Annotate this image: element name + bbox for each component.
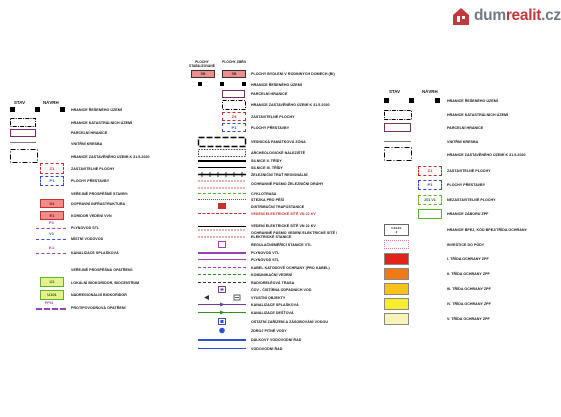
mid-item-3: HRANICE ZASTAVĚNÉHO ÚZEMÍ K 31.5.2020 [251,103,330,107]
right-bpej-symbol [384,224,409,236]
right-inner-line-symbol [384,141,411,142]
mid-item-31: VODOVODNÍ ŘAD [251,347,283,351]
mid-parcel-symbol [222,90,245,98]
right-item-9: HRANICE BPEJ, KÓD BPEJ/TŘÍDA OCHRANY [447,228,527,232]
mid-trafo-symbol [217,202,227,210]
mid-col1-header: PLOCHY STABILIZOVANÉ [189,60,215,68]
mid-cycle-symbol [198,193,246,194]
right-p1-symbol: P1 [418,180,442,190]
mid-item-30: DÁLKOVÝ VODOVODNÍ ŘAD [251,338,302,342]
left-item-4: HRANICE ZASTAVĚNÉHO ÚZEMÍ K 31.5.2020 [71,155,150,159]
mid-rail-buffer-symbol [198,180,246,189]
mid-power-buffer-symbol [198,229,246,238]
mid-item-27: KANALIZACE DEŠŤOVÁ [251,311,294,315]
right-item-8: HRANICE ZÁBORU ZPF [447,212,489,216]
mid-water-source-symbol [218,327,226,334]
left-item-5: ZASTAVITELNÉ PLOCHY [71,167,115,171]
right-item-7: NEZASTAVITELNÉ PLOCHY [447,198,496,202]
right-non-build-symbol [418,195,442,205]
left-item-9: KORIDOR VEDENÍ VVN [71,214,112,218]
mid-item-17: OCHRANNÉ PÁSMO VEDENÍ ELEKTRICKÉ SÍTĚ / ELEKTRICKÉ STANICE [251,231,338,240]
mid-gas-vtl-symbol [198,252,246,254]
right-item-11: I. TŘÍDA OCHRANY ZPF [447,257,489,261]
mid-item-21: KABEL KATODOVÉ OCHRANY (PRO KABEL) [251,266,330,270]
left-col-stav: STAV [14,100,26,105]
right-item-4: HRANICE ZASTAVĚNÉHO ÚZEMÍ K 31.5.2020 [447,153,526,157]
left-e1-symbol: E1 [40,211,64,220]
right-item-15: V. TŘÍDA OCHRANY ZPF [447,317,490,321]
mid-item-14: DISTRIBUČNÍ TRAFOSTANICE [251,205,305,209]
left-item-14: LOKÁLNÍ BIOKORIDOR, BIOCENTRUM [71,281,140,285]
right-item-3: VNITŘNÍ KRESBA [447,140,479,144]
mid-built-area-symbol [222,100,246,110]
mid-item-18: REGULAČNÍ/MĚŘÍCÍ STANICE VTL [251,243,312,247]
mid-long-water-symbol [198,339,246,341]
mid-footpath-symbol [198,199,246,200]
left-item-0: HRANICE ŘEŠENÉHO ÚZEMÍ [71,108,122,112]
mid-gas-station-symbol [218,241,226,248]
right-item-14: IV. TŘÍDA OCHRANY ZPF [447,302,491,306]
left-p1-symbol: P1 [40,176,64,186]
mid-railway-symbol [198,172,246,177]
right-v1-code: V1 [431,198,436,202]
mid-item-12: CYKLOTRASA [251,192,277,196]
right-class3-swatch [384,283,409,295]
logo-part-cz: .cz [541,7,561,24]
left-item-11: MÍSTNÍ VODOVOD [71,237,104,241]
right-z01-code: Z01 [424,198,431,202]
mid-power-symbol [198,226,246,227]
right-bpej-class: 2 [395,230,398,234]
left-pp01-code: PP01 [45,301,54,305]
mid-item-24: ČOV - ČISTÍRNA ODPADNÍCH VOD [251,288,312,292]
left-item-3: VNITŘNÍ KRESBA [71,142,103,146]
mid-road2-symbol [198,160,246,162]
mid-item-15: VEDENÍ ELEKTRICKÉ SÍTĚ VN 22 KV [251,212,316,216]
mid-outlet-symbol [203,294,243,301]
mid-col2-header: PLOCHY ZMĚN [222,60,246,64]
mid-item-16: VEDENÍ ELEKTRICKÉ SÍTĚ VN 22 KV [251,224,316,228]
left-p1-line-code: P1 [49,220,54,225]
left-sewer-line-symbol [36,253,66,254]
mid-item-20: PLYNOVOD STL [251,258,280,262]
left-boundary-symbol [10,107,65,113]
left-flood-symbol [36,308,66,310]
mid-stormwater-symbol [198,310,246,315]
mid-z4-symbol: Z4 [222,112,246,121]
house-icon [451,6,471,26]
mid-comm-symbol [198,274,246,275]
mid-boundary-symbol [198,82,246,87]
mid-item-28: OSTATNÍ ZAŘÍZENÍ A ZÁSOBOVÁNÍ VODOU [251,320,329,324]
left-parcel-symbol [10,129,36,137]
left-built-area-symbol [10,149,38,163]
mid-item-5: PLOCHY PŘESTAVBY [251,126,290,130]
right-bpej-code: 1.04.01. [391,226,402,230]
mid-item-1: HRANICE ŘEŠENÉHO ÚZEMÍ [251,83,302,87]
left-u101-symbol: U101 [40,290,64,300]
right-cadastre-symbol [384,110,412,120]
dumrealit-logo[interactable] [451,6,561,26]
right-boundary-symbol [384,98,440,104]
mid-road3-symbol [198,167,246,168]
right-item-13: III. TŘÍDA OCHRANY ZPF [447,287,491,291]
mid-cathodic-symbol [198,267,246,268]
right-item-1: HRANICE KATASTRÁLNÍCH ÚZEMÍ [447,113,509,117]
mid-bi-change-symbol: SB [222,70,246,78]
left-item-2: PARCELNÍ HRANICE [71,131,108,135]
mid-item-13: STEZKA PRO PĚŠÍ [251,198,284,202]
right-item-10: INVESTICE DO PŮDY [447,243,485,247]
right-item-12: II. TŘÍDA OCHRANY ZPF [447,272,490,276]
right-item-5: ZASTAVITELNÉ PLOCHY [447,169,491,173]
left-item-13: VEŘEJNĚ PROSPĚŠNÁ OPATŘENÍ: [71,268,133,272]
right-item-0: HRANICE ŘEŠENÉHO ÚZEMÍ [447,99,498,103]
mid-sewer-symbol [198,302,246,307]
mid-item-0: PLOCHY BYDLENÍ V RODINNÝCH DOMECH (BI) [251,72,335,76]
mid-item-7: ARCHEOLOGICKÉ NALEZIŠTĚ [251,151,306,155]
right-class1-swatch [384,253,409,265]
logo-part-dum: dum [474,7,506,24]
left-item-8: DOPRAVNÍ INFRASTRUKTURA [71,202,126,206]
right-parcel-symbol [384,123,411,132]
left-item-10: PLYNOVOD STL [71,226,100,230]
mid-bi-stable-symbol: SB [191,70,215,78]
left-item-15: NADREGIONÁLNÍ BIOKORIDOR [71,293,127,297]
left-water-line-symbol [36,239,66,240]
mid-item-19: PLYNOVOD VTL [251,251,280,255]
mid-item-25: VÝUSTNÍ OBJEKTY [251,296,286,300]
mid-item-26: KANALIZACE SPLAŠKOVÁ [251,303,299,307]
mid-wwtp-symbol [218,286,226,293]
left-item-7: VEŘEJNĚ PROSPĚŠNÉ STAVBY: [71,192,129,196]
mid-item-22: KOMUNIKAČNÍ VEDENÍ [251,273,293,277]
left-item-16: PROTIPOVODŇOVÁ OPATŘENÍ [71,306,126,310]
right-z1-symbol: Z1 [418,166,442,176]
mid-item-23: RADIORELÉOVÁ TRASA [251,281,295,285]
left-item-1: HRANICE KATASTRÁLNÍCH ÚZEMÍ [71,121,133,125]
right-col-stav: STAV [389,89,401,94]
mid-water-facility-symbol [218,318,226,325]
logo-part-realit: realit [505,7,542,24]
left-cadastre-symbol [10,118,65,127]
mid-item-11: OCHRANNÉ PÁSMO ŽELEZNIČNÍ DRÁHY [251,182,324,186]
left-u1-symbol: U1 [40,277,64,287]
left-z1-symbol: Z1 [40,163,64,174]
mid-item-6: VESNICKÁ PAMÁTKOVÁ ZÓNA [251,140,306,144]
left-col-navrh: NÁVRH [43,100,59,105]
right-class4-swatch [384,298,409,310]
right-class2-swatch [384,268,409,280]
mid-item-4: ZASTAVITELNÉ PLOCHY [251,115,295,119]
left-inner-line-symbol [10,142,36,143]
right-col-navrh: NÁVRH [422,89,438,94]
mid-gas-stl-symbol [198,259,246,260]
left-d1-symbol: D1 [40,199,64,208]
right-zpf-boundary-symbol [418,209,442,219]
right-investment-symbol [384,240,409,249]
mid-water-symbol [198,348,246,349]
mid-power-proposed-symbol [198,211,246,216]
mid-item-2: PARCELNÍ HRANICE [251,92,288,96]
left-item-6: PLOCHY PŘESTAVBY [71,179,110,183]
mid-p1-symbol: P1 [222,123,246,132]
left-v1-line-code: V1 [49,231,54,236]
mid-heritage-symbol [198,137,246,147]
mid-item-29: ZDROJ PITNÉ VODY [251,329,287,333]
left-item-12: KANALIZACE SPLAŠKOVÁ [71,251,119,255]
left-k1-line-code: K1 [49,245,55,250]
right-item-2: PARCELNÍ HRANICE [447,126,484,130]
mid-radio-symbol [198,282,246,283]
mid-item-9: SILNICE III. TŘÍDY [251,166,283,170]
right-class5-swatch [384,313,409,325]
mid-archeology-symbol [198,149,246,157]
mid-item-8: SILNICE II. TŘÍDY [251,159,282,163]
mid-item-10: ŽELEZNIČNÍ TRAŤ REGIONÁLNÍ [251,173,308,177]
left-gas-line-symbol [36,228,66,229]
right-item-6: PLOCHY PŘESTAVBY [447,183,486,187]
right-built-area-symbol [384,147,412,161]
